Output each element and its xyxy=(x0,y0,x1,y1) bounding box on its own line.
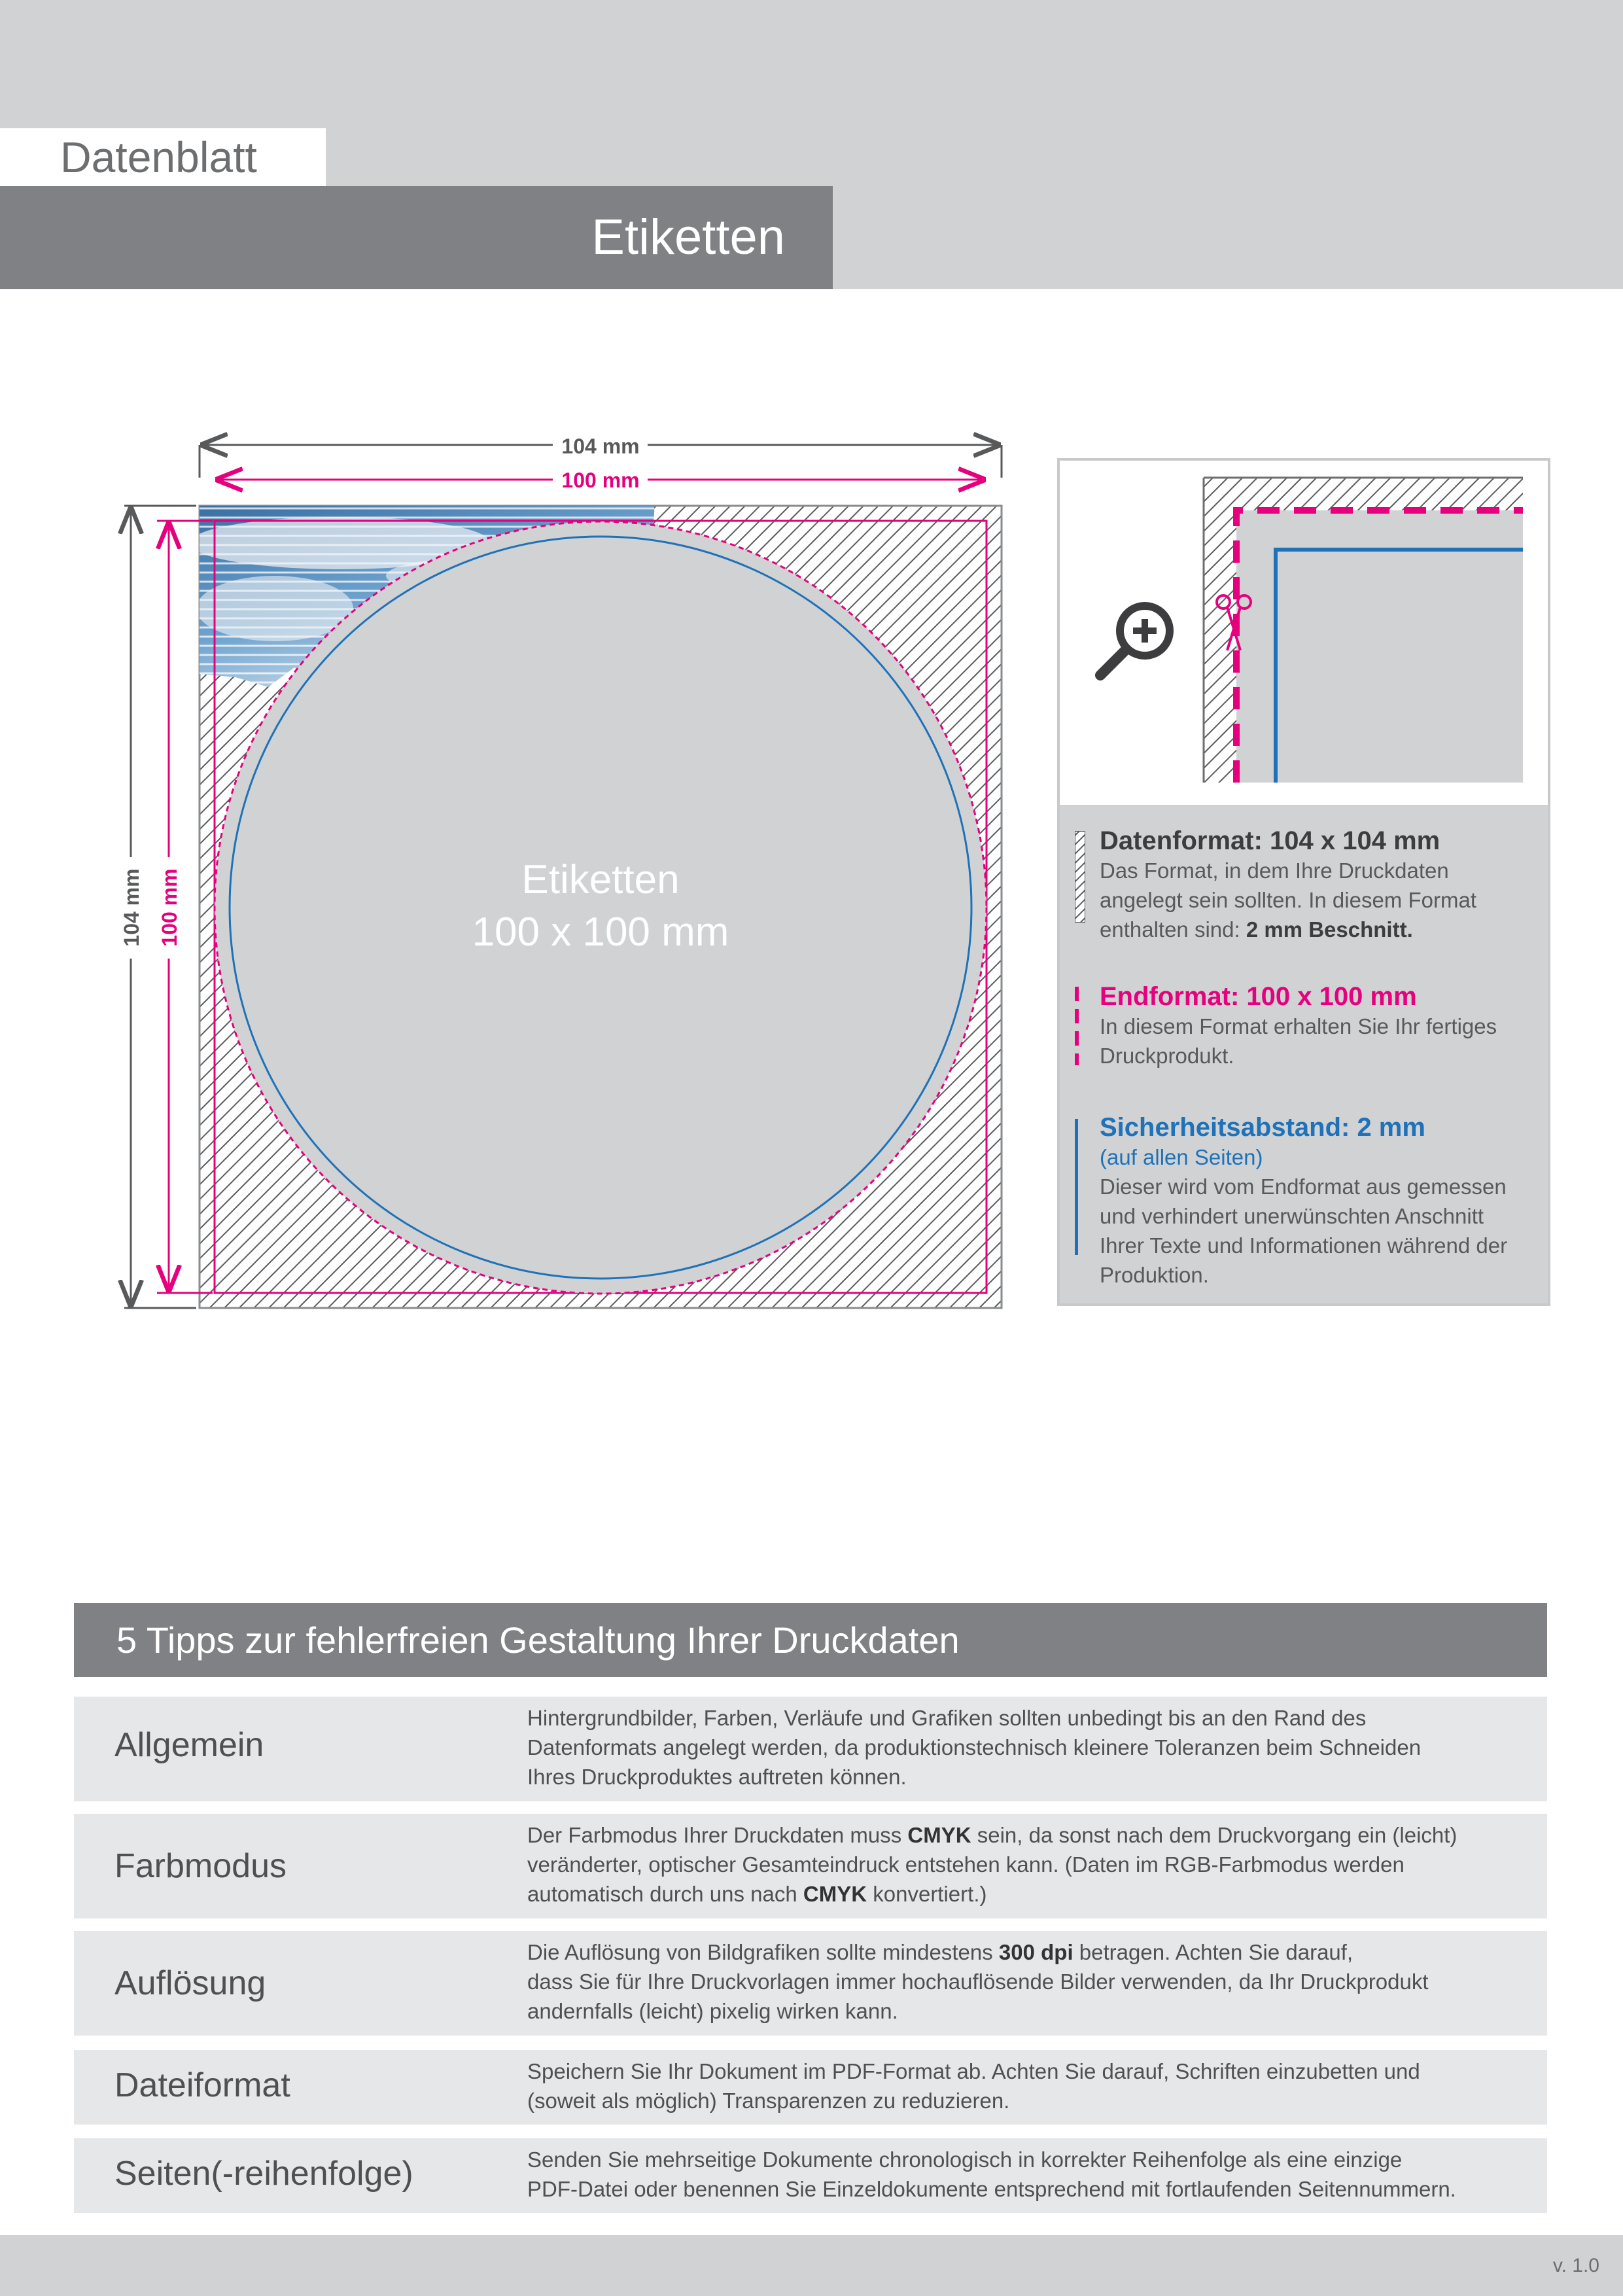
tip-row-seiten xyxy=(74,2138,1547,2213)
tip-label-allgemein: Allgemein xyxy=(114,1726,264,1764)
legend-sicherheit-title: Sicherheitsabstand: 2 mm xyxy=(1100,1113,1425,1142)
legend-datenformat-line-3: enthalten sind: 2 mm Beschnitt. xyxy=(1100,917,1413,942)
tips-title: 5 Tipps zur fehlerfreien Gestaltung Ihrer Druckdaten xyxy=(116,1619,960,1661)
legend-datenformat-line-2: angelegt sein sollten. In diesem Format xyxy=(1100,888,1476,912)
tip-row-farbmodus xyxy=(74,1814,1547,1918)
tip-text-seiten: Senden Sie mehrseitige Dokumente chronologisch in korrekter Reihenfolge als eine einzige PDF-Datei oder benennen Sie Einzeldokumente entsprechend mit fortlaufenden Seitennummern. xyxy=(527,2147,1456,2201)
legend-sicherheit-line-1: Dieser wird vom Endformat aus gemessen xyxy=(1100,1174,1507,1199)
legend-endformat-title: Endformat: 100 x 100 mm xyxy=(1100,982,1417,1011)
legend-endformat-line-1: In diesem Format erhalten Sie Ihr fertiges xyxy=(1100,1014,1497,1038)
legend-sicherheit-line-4: Produktion. xyxy=(1100,1263,1209,1287)
outer-height-label: 104 mm xyxy=(120,868,143,947)
dashed-marker-icon xyxy=(1075,987,1079,1065)
label-size: 100 x 100 mm xyxy=(472,910,729,955)
legend-sicherheit-line-3: Ihrer Texte und Informationen während der xyxy=(1100,1233,1508,1258)
version-label: v. 1.0 xyxy=(1552,2255,1599,2276)
tip-row-allgemein xyxy=(74,1697,1547,1801)
corner-zoom-detail xyxy=(1060,461,1548,805)
hatch-marker-icon xyxy=(1075,831,1085,923)
legend-datenformat-line-1: Das Format, in dem Ihre Druckdaten xyxy=(1100,858,1449,883)
legend-endformat-line-2: Druckprodukt. xyxy=(1100,1044,1234,1068)
footer-band xyxy=(0,2235,1623,2296)
tip-text-aufloesung: Die Auflösung von Bildgrafiken sollte mindestens 300 dpi betragen. Achten Sie darauf, dass Sie für Ihre Druckvorlagen immer hochauflösende Bilder verwenden, da Ihr Druckprodukt andernfalls (leicht) pixelig wirken kann. xyxy=(527,1940,1429,2023)
inner-width-label: 100 mm xyxy=(561,468,640,492)
tip-row-aufloesung xyxy=(74,1931,1547,2036)
tip-label-farbmodus: Farbmodus xyxy=(114,1847,287,1885)
tip-label-dateiformat: Dateiformat xyxy=(114,2066,290,2104)
page-title: Etiketten xyxy=(591,209,785,265)
tip-label-aufloesung: Auflösung xyxy=(114,1964,266,2002)
tip-label-seiten: Seiten(-reihenfolge) xyxy=(114,2155,413,2193)
tip-text-allgemein: Hintergrundbilder, Farben, Verläufe und Grafiken sollten unbedingt bis an den Rand des Datenformats angelegt werden, da produktionstechnisch kleinere Toleranzen beim Schneiden Ihres Druckproduktes auftreten können. xyxy=(527,1706,1422,1789)
legend-datenformat xyxy=(1100,826,1551,944)
outer-width-label: 104 mm xyxy=(561,434,640,458)
solid-marker-icon xyxy=(1075,1119,1078,1255)
datenblatt-label: Datenblatt xyxy=(60,133,257,181)
legend-sicherheit-subtitle: (auf allen Seiten) xyxy=(1100,1145,1263,1169)
legend-sicherheit xyxy=(1100,1112,1551,1290)
tip-text-dateiformat: Speichern Sie Ihr Dokument im PDF-Format ab. Achten Sie darauf, Schriften einzubetten und (soweit als möglich) Transparenzen zu reduzieren. xyxy=(527,2059,1420,2113)
zoom-in-icon xyxy=(1100,606,1170,675)
legend-endformat xyxy=(1100,981,1551,1070)
label-circle xyxy=(215,521,986,1294)
tip-row-dateiformat xyxy=(74,2050,1547,2125)
label-name: Etiketten xyxy=(521,857,680,902)
legend-sicherheit-line-2: und verhindert unerwünschten Anschnitt xyxy=(1100,1204,1484,1228)
inner-height-label: 100 mm xyxy=(158,868,181,947)
legend-datenformat-title: Datenformat: 104 x 104 mm xyxy=(1100,826,1440,855)
tip-text-farbmodus: Der Farbmodus Ihrer Druckdaten muss CMYK sein, da sonst nach dem Druckvorgang ein (leicht) veränderter, optischer Gesamteindruck entstehen kann. (Daten im RGB-Farbmodus werden automatisch durch uns nach CMYK konvertiert.) xyxy=(527,1823,1457,1906)
